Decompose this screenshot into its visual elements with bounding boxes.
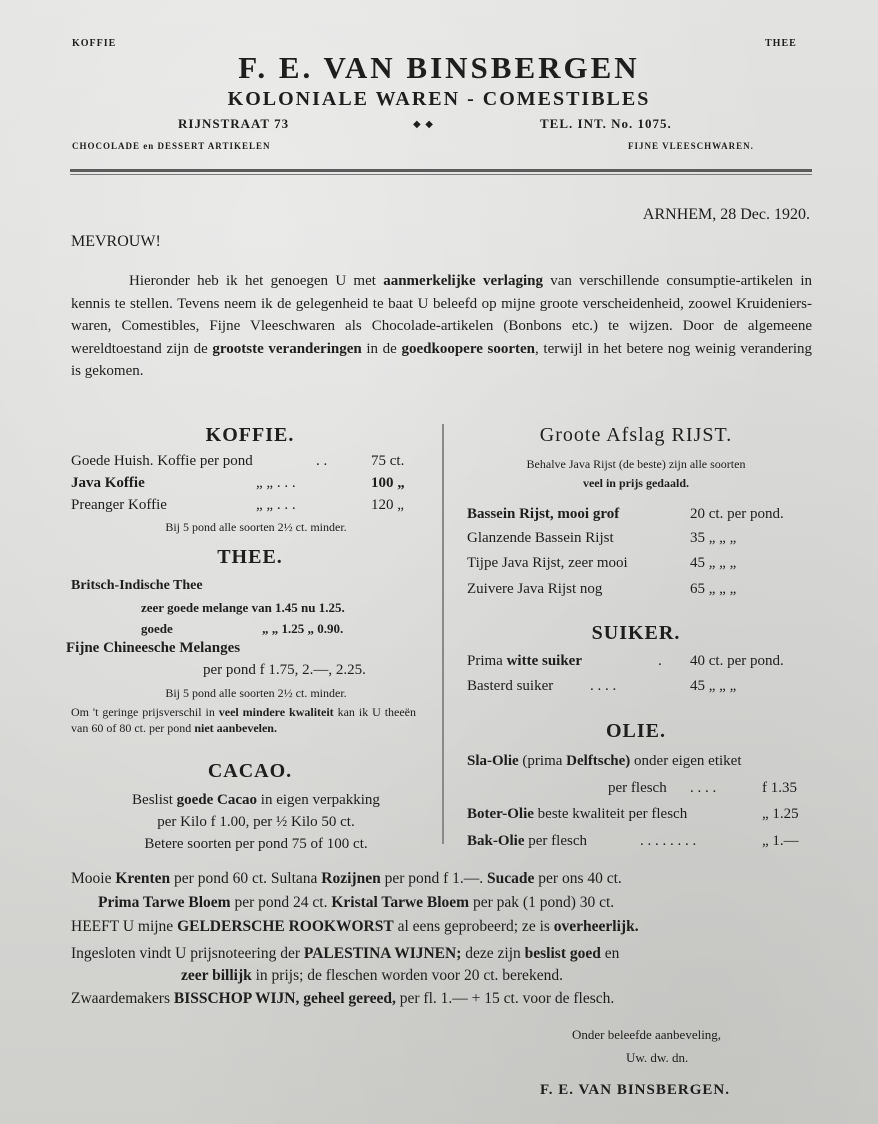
olie-emphasis: Bak-Olie bbox=[467, 833, 525, 849]
footer-line bbox=[71, 990, 614, 1008]
rijst-item-name: Glanzende Bassein Rijst bbox=[467, 530, 614, 546]
corner-label-left: KOFFIE bbox=[72, 38, 117, 49]
footer-emphasis: beslist goed bbox=[524, 945, 601, 962]
suiker-heading: SUIKER. bbox=[591, 622, 681, 644]
footer-text: per ons 40 ct. bbox=[534, 870, 622, 887]
closing-line: Onder beleefde aanbeveling, bbox=[572, 1027, 722, 1042]
footer-text: per pond f 1.—. bbox=[380, 870, 488, 887]
footer-text: per fl. 1.— + 15 ct. voor de flesch. bbox=[395, 990, 615, 1007]
cacao-line bbox=[71, 792, 441, 809]
footer-emphasis: zeer billijk bbox=[181, 967, 252, 984]
suiker-item-text: Prima bbox=[467, 653, 507, 669]
footer-line bbox=[181, 967, 563, 985]
suiker-item-price: 45 „ „ „ bbox=[690, 678, 737, 694]
header-rule-thin bbox=[70, 174, 812, 175]
intro-emphasis: grootste veranderingen bbox=[212, 340, 362, 357]
olie-price: „ 1.— bbox=[762, 833, 799, 849]
ornament-icon: ◆ ◆ bbox=[413, 119, 434, 130]
thee-warning-text: kan ik U theeën van 60 of 80 ct. per pond bbox=[71, 705, 417, 735]
rijst-heading bbox=[460, 424, 812, 447]
place-date: ARNHEM, 28 Dec. 1920. bbox=[642, 206, 810, 223]
cacao-line: Betere soorten per pond 75 of 100 ct. bbox=[144, 836, 368, 852]
cacao-line: per Kilo f 1.00, per ½ Kilo 50 ct. bbox=[157, 814, 355, 830]
footer-text: Mooie bbox=[71, 870, 116, 887]
column-divider bbox=[442, 424, 444, 844]
koffie-item-price: 120 „ bbox=[371, 497, 404, 513]
footer-text: al eens geprobeerd; ze is bbox=[393, 918, 554, 935]
thee-note: Bij 5 pond alle soorten 2½ ct. minder. bbox=[165, 686, 347, 700]
footer-text: deze zijn bbox=[461, 945, 525, 962]
koffie-item-dots: . . bbox=[316, 453, 328, 469]
footer-text: en bbox=[600, 945, 620, 962]
suiker-item-name: Basterd suiker bbox=[467, 678, 554, 694]
cacao-text: Beslist bbox=[132, 792, 177, 808]
olie-line bbox=[467, 806, 687, 823]
corner-label-right: THEE bbox=[765, 38, 797, 49]
tagline-left: CHOCOLADE en DESSERT ARTIKELEN bbox=[72, 141, 271, 151]
rijst-item-price: 65 „ „ „ bbox=[690, 581, 737, 597]
cacao-text: in eigen verpakking bbox=[257, 792, 380, 808]
thee-warning-emphasis: veel mindere kwaliteit bbox=[218, 705, 334, 719]
koffie-item-name: Preanger Koffie bbox=[71, 497, 167, 513]
koffie-item-name: Goede Huish. Koffie per pond bbox=[71, 453, 253, 469]
tagline-right: FIJNE VLEESCHWAREN. bbox=[628, 141, 754, 151]
olie-text: onder eigen etiket bbox=[630, 753, 742, 769]
koffie-item-price: 100 „ bbox=[371, 475, 405, 491]
olie-line bbox=[467, 753, 742, 770]
footer-emphasis: Krenten bbox=[115, 870, 171, 887]
rijst-item-name: Tijpe Java Rijst, zeer mooi bbox=[467, 555, 628, 571]
rijst-item-price: 20 ct. per pond. bbox=[690, 506, 784, 522]
rijst-item-price: 35 „ „ „ bbox=[690, 530, 737, 546]
closing-line: Uw. dw. dn. bbox=[626, 1050, 689, 1065]
rijst-item-name: Bassein Rijst, mooi grof bbox=[467, 506, 620, 522]
thee-warning bbox=[71, 704, 416, 736]
footer-text: in prijs; de fleschen worden voor 20 ct. berekend. bbox=[251, 967, 563, 984]
olie-dots: . . . . . . . . bbox=[640, 833, 697, 849]
olie-emphasis: Sla-Olie bbox=[467, 753, 519, 769]
olie-price: f 1.35 bbox=[762, 780, 797, 796]
olie-dots: . . . . bbox=[690, 780, 717, 796]
olie-line: per flesch bbox=[608, 780, 667, 796]
suiker-item-name bbox=[467, 653, 582, 670]
olie-line bbox=[467, 833, 587, 850]
olie-text: beste kwaliteit per flesch bbox=[533, 806, 688, 822]
intro-emphasis: goedkoopere soorten bbox=[401, 340, 536, 357]
footer-text: per pak (1 pond) 30 ct. bbox=[469, 894, 615, 911]
cacao-emphasis: goede Cacao bbox=[176, 792, 258, 808]
koffie-item-dots: „ „ . . . bbox=[256, 497, 296, 513]
footer-text: HEEFT U mijne bbox=[71, 918, 178, 935]
signature: F. E. VAN BINSBERGEN. bbox=[540, 1082, 730, 1098]
footer-line bbox=[71, 870, 622, 888]
thee-item-detail: zeer goede melange van 1.45 nu 1.25. bbox=[141, 600, 345, 615]
thee-heading: THEE. bbox=[217, 546, 283, 568]
intro-text: in de bbox=[361, 340, 402, 357]
intro-text: Hieronder heb ik het genoegen U met bbox=[129, 273, 384, 289]
olie-emphasis: Boter-Olie bbox=[467, 806, 534, 822]
intro-paragraph bbox=[71, 270, 812, 383]
company-phone: TEL. INT. No. 1075. bbox=[540, 116, 672, 131]
header-rule bbox=[70, 169, 812, 172]
thee-item-detail: goede bbox=[141, 621, 173, 636]
thee-warning-emphasis: niet aanbevelen. bbox=[194, 721, 277, 735]
company-name: F. E. VAN BINSBERGEN bbox=[238, 50, 640, 85]
footer-text: Ingesloten vindt U prijsnoteering der bbox=[71, 945, 304, 962]
thee-item-name: Fijne Chineesche Melanges bbox=[66, 640, 241, 656]
thee-item-detail: „ „ 1.25 „ 0.90. bbox=[262, 621, 344, 636]
koffie-heading: KOFFIE. bbox=[205, 424, 295, 446]
footer-text: Zwaardemakers bbox=[71, 990, 174, 1007]
suiker-item-emphasis: witte suiker bbox=[506, 653, 582, 669]
company-address: RIJNSTRAAT 73 bbox=[178, 116, 290, 131]
suiker-item-price: 40 ct. per pond. bbox=[690, 653, 784, 669]
olie-emphasis: Delftsche) bbox=[566, 753, 631, 769]
olie-text: per flesch bbox=[524, 833, 587, 849]
rijst-item-price: 45 „ „ „ bbox=[690, 555, 737, 571]
suiker-item-dots: . . . . bbox=[590, 678, 617, 694]
intro-text: , terwijl in het betere nog weinig verandering is gekomen. bbox=[71, 340, 812, 379]
olie-heading: OLIE. bbox=[605, 720, 667, 742]
thee-item-name: Britsch-Indische Thee bbox=[71, 578, 203, 593]
footer-emphasis: Prima Tarwe Bloem bbox=[98, 894, 231, 911]
footer-emphasis: GELDERSCHE ROOKWORST bbox=[177, 918, 394, 935]
thee-warning-text: Om 't geringe prijsverschil in bbox=[71, 705, 219, 719]
rijst-note: Behalve Java Rijst (de beste) zijn alle soorten bbox=[526, 457, 746, 471]
footer-emphasis: BISSCHOP WIJN, geheel gereed, bbox=[173, 990, 396, 1007]
rijst-note: veel in prijs gedaald. bbox=[582, 476, 689, 490]
koffie-item-price: 75 ct. bbox=[371, 453, 405, 469]
footer-emphasis: Kristal Tarwe Bloem bbox=[331, 894, 470, 911]
footer-emphasis: Sucade bbox=[487, 870, 535, 887]
rijst-item-name: Zuivere Java Rijst nog bbox=[467, 581, 603, 597]
koffie-item-dots: „ „ . . . bbox=[256, 475, 296, 491]
salutation: MEVROUW! bbox=[71, 233, 161, 250]
footer-text: per pond 24 ct. bbox=[230, 894, 332, 911]
footer-emphasis: overheerlijk. bbox=[553, 918, 639, 935]
suiker-item-dots: . bbox=[658, 653, 662, 669]
footer-emphasis: PALESTINA WIJNEN; bbox=[303, 945, 462, 962]
intro-emphasis: aanmerkelijke verlaging bbox=[383, 273, 543, 289]
koffie-note: Bij 5 pond alle soorten 2½ ct. minder. bbox=[165, 520, 347, 534]
footer-emphasis: Rozijnen bbox=[321, 870, 381, 887]
cacao-heading: CACAO. bbox=[207, 760, 293, 782]
olie-price: „ 1.25 bbox=[762, 806, 799, 822]
rijst-heading-text: Groote Afslag RIJST. bbox=[539, 424, 733, 446]
company-trade: KOLONIALE WAREN - COMESTIBLES bbox=[227, 88, 651, 110]
footer-line bbox=[71, 945, 619, 963]
koffie-item-name: Java Koffie bbox=[71, 475, 145, 491]
footer-text: per pond 60 ct. Sultana bbox=[170, 870, 322, 887]
thee-item-detail: per pond f 1.75, 2.—, 2.25. bbox=[203, 662, 366, 678]
footer-line bbox=[98, 894, 614, 912]
olie-text: (prima bbox=[518, 753, 567, 769]
intro-text: van verschillende consumptie-artikelen in kennis te stellen. Tevens neem ik de gelegenheid te baat U beleefd op mijne groote verscheidenheid, zoowel Kruidenierswaren, Comestibles, Fijne Vleeschwaren als Chocolade-artikelen (Bonbons etc.) te wijzen. Door de algemeene wereldtoestand zijn de bbox=[71, 273, 812, 357]
footer-line bbox=[71, 918, 639, 936]
